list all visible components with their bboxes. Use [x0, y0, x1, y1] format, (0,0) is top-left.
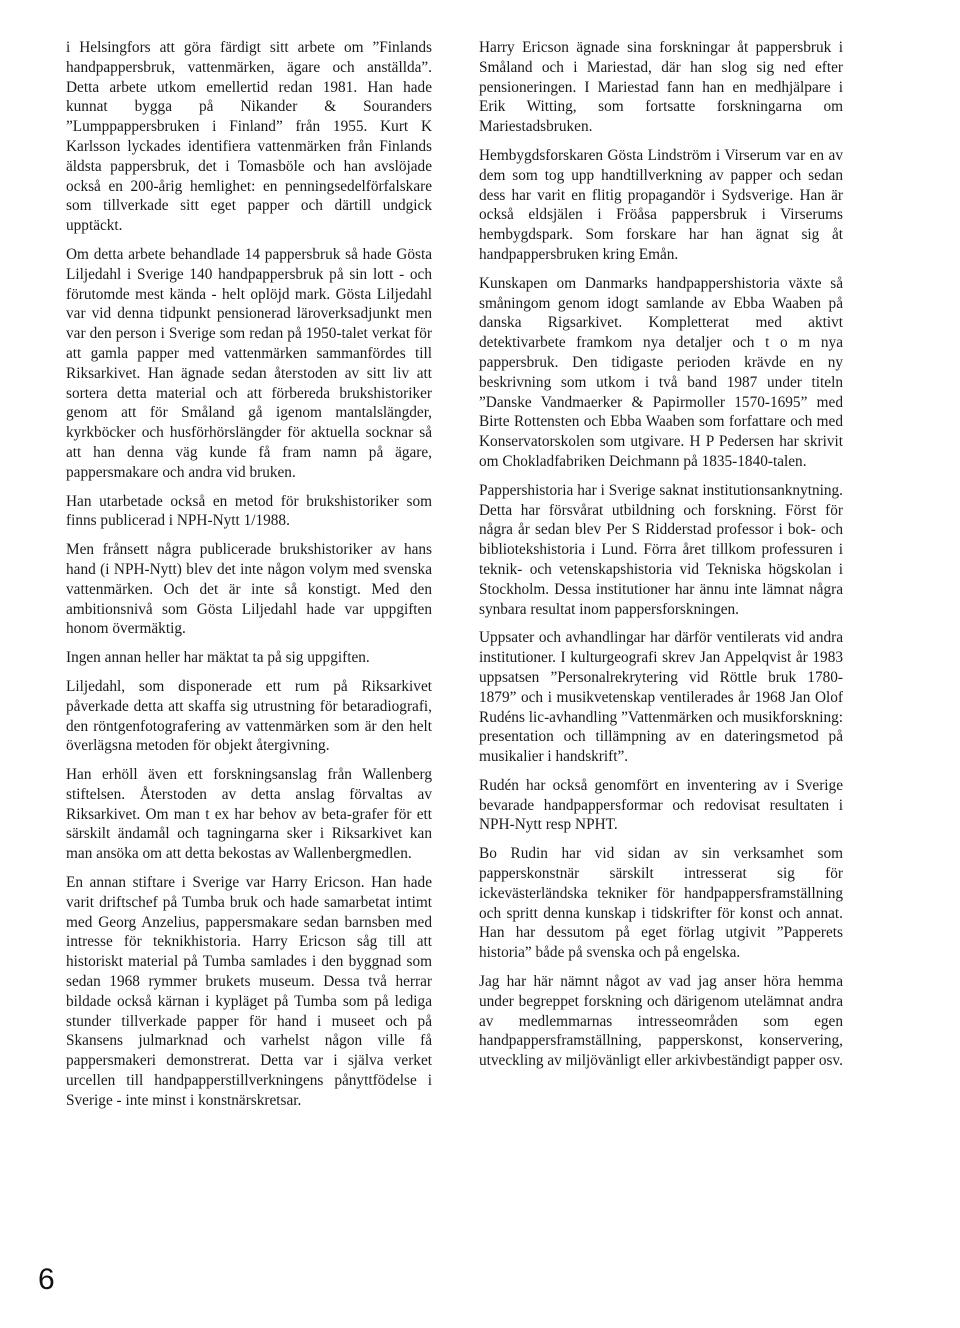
paragraph: Jag har här nämnt något av vad jag anser höra hemma under begreppet forskning och därigenom utelämnat andra av medlemmarnas intresseområden som egen handpappersframställning, papperskonst, konservering, utveckling av miljövänligt eller arkivbeständigt papper osv. — [479, 973, 843, 1070]
paragraph: Pappershistoria har i Sverige saknat institutionsanknytning. Detta har försvårat utbildning och forskning. Först för några år sedan blev Per S Ridderstad professor i bok- och bibliotekshistoria i Lund. Förra året tillkom professuren i teknik- och vetenskapshistoria vid Tekniska högskolan i Stockholm. Dessa institutioner har ännu inte lämnat några synbara resultat inom pappersforskningen. — [479, 481, 843, 618]
right-column — [479, 38, 843, 1080]
paragraph: Uppsater och avhandlingar har därför ventilerats vid andra institutioner. I kulturgeografi skrev Jan Appelqvist år 1983 uppsatsen ”Personalrekrytering vid Röttle bruk 1780-1879” och i musikvetenskap ventilerades år 1968 Jan Olof Rudéns lic-avhandling ”Vattenmärken och musikforskning: presentation och tillämpning av en dateringsmetod på musikalier i handskrift”. — [479, 629, 843, 766]
paragraph: Men frånsett några publicerade brukshistoriker av hans hand (i NPH-Nytt) blev det inte någon volym med svenska vattenmärken. Och det är inte så konstigt. Med den ambitionsnivå som Gösta Liljedahl hade var uppgiften honom övermäktig. — [66, 541, 432, 638]
paragraph: Liljedahl, som disponerade ett rum på Riksarkivet påverkade detta att skaffa sig utrustning för betaradiografi, den röntgenfotografering av vattenmärken som är den helt överlägsna metoden för objekt återgivning. — [66, 677, 432, 755]
paragraph: Bo Rudin har vid sidan av sin verksamhet som papperskonstnär särskilt intresserat sig för ickevästerländska tekniker för handpappersframställning och spritt denna kunskap i tidskrifter för konst och annat. Han har dessutom på eget förlag utgivit ”Papperets historia” både på svenska och på engelska. — [479, 845, 843, 962]
paragraph: i Helsingfors att göra färdigt sitt arbete om ”Finlands handpappersbruk, vattenmärken, ägare och anställda”. Detta arbete utkom emellertid redan 1981. Han hade kunnat bygga på Nikander & Souranders ”Lumppappersbruken i Finland” från 1955. Kurt K Karlsson lyckades identifiera vattenmärken från Finlands äldsta pappersbruk, det i Tomasböle och han avslöjade också en 200-årig hemlighet: en penningsedelförfalskare som tillverkade sitt eget papper och därtill undgick upptäckt. — [66, 39, 432, 235]
paragraph: Rudén har också genomfört en inventering av i Sverige bevarade handpappersformar och redovisat resultaten i NPH-Nytt resp NPHT. — [479, 776, 843, 834]
paragraph: Om detta arbete behandlade 14 pappersbruk så hade Gösta Liljedahl i Sverige 140 handpappersbruk på sin lott - och förutomde mest kända - helt oplöjd mark. Gösta Liljedahl var vid denna tidpunkt pensionerad läroverksadjunkt men var den person i Sverige som redan på 1950-talet verkat för att gamla papper med vattenmärken sammanfördes till Riksarkivet. Han ägnade sedan återstoden av sitt liv att sortera detta material och att förbereda brukshistoriker genom att för Småland gå igenom mantalslängder, kyrkböcker och husförhörslängder för aktuella socknar så att han denna väg kunde få fram namn på ägare, pappersmakare och andra vid bruken. — [66, 245, 432, 481]
paragraph: Ingen annan heller har mäktat ta på sig uppgiften. — [66, 649, 370, 667]
paragraph: En annan stiftare i Sverige var Harry Ericson. Han hade varit driftschef på Tumba bruk och hade samarbetat intimt med Georg Anzelius, pappersmakare sedan barnsben med intresse för teknikhistoria. Harry Ericson såg till att historiskt material på Tumba samlades i den byggnad som sedan 1968 rymmer brukets museum. Dessa två herrar bildade också kärnan i kypläget på Tumba som på lediga stunder tillverkade papper för hand i museet och på Skansens julmarknad och varhelst någon ville få pappersmakeri demonstrerat. Detta var i själva verket urcellen till handpapperstillverkningens pånyttfödelse i Sverige - inte minst i konstnärskretsar. — [66, 874, 432, 1109]
paragraph: Han erhöll även ett forskningsanslag från Wallenberg stiftelsen. Återstoden av detta anslag förvaltas av Riksarkivet. Om man t ex har behov av beta-grafer för ett särskilt ändamål och tagningarna sker i Riksarkivet kan man ansöka om att detta bekostas av Wallenbergmedlen. — [66, 766, 432, 863]
left-column — [66, 38, 432, 1120]
page-number: 6 — [38, 1263, 55, 1296]
paragraph: Kunskapen om Danmarks handpappershistoria växte så småningom genom idogt samlande av Ebba Waaben på danska Rigsarkivet. Kompletterat med aktivt detektivarbete framkom nya detaljer och t o m nya pappersbruk. Den tidigaste perioden krävde en ny beskrivning som utkom i två band 1987 under titeln ”Danske Vandmaerker & Papirmoller 1570-1695” med Birte Rottensten och Ebba Waaben som forfattare och med Konservatorskolen som utgivare. H P Pedersen har skrivit om Chokladfabriken Deichmann på 1835-1840-talen. — [479, 274, 843, 470]
paragraph: Harry Ericson ägnade sina forskningar åt pappersbruk i Småland och i Mariestad, där han slog sig ned efter pensioneringen. I Mariestad fann han en medhjälpare i Erik Witting, som fortsatte forskningarna om Mariestadsbruken. — [479, 39, 843, 136]
paragraph: Hembygdsforskaren Gösta Lindström i Virserum var en av dem som tog upp handtillverkning av papper och sedan dess har varit en flitig propagandör i Sydsverige. Han är också eldsjälen i Fröåsa pappersbruk i Virserums hembygdspark. Som forskare har han ägnat sig åt handpappersbruken kring Emån. — [479, 146, 843, 263]
paragraph: Han utarbetade också en metod för brukshistoriker som finns publicerad i NPH-Nytt 1/1988. — [66, 492, 432, 530]
